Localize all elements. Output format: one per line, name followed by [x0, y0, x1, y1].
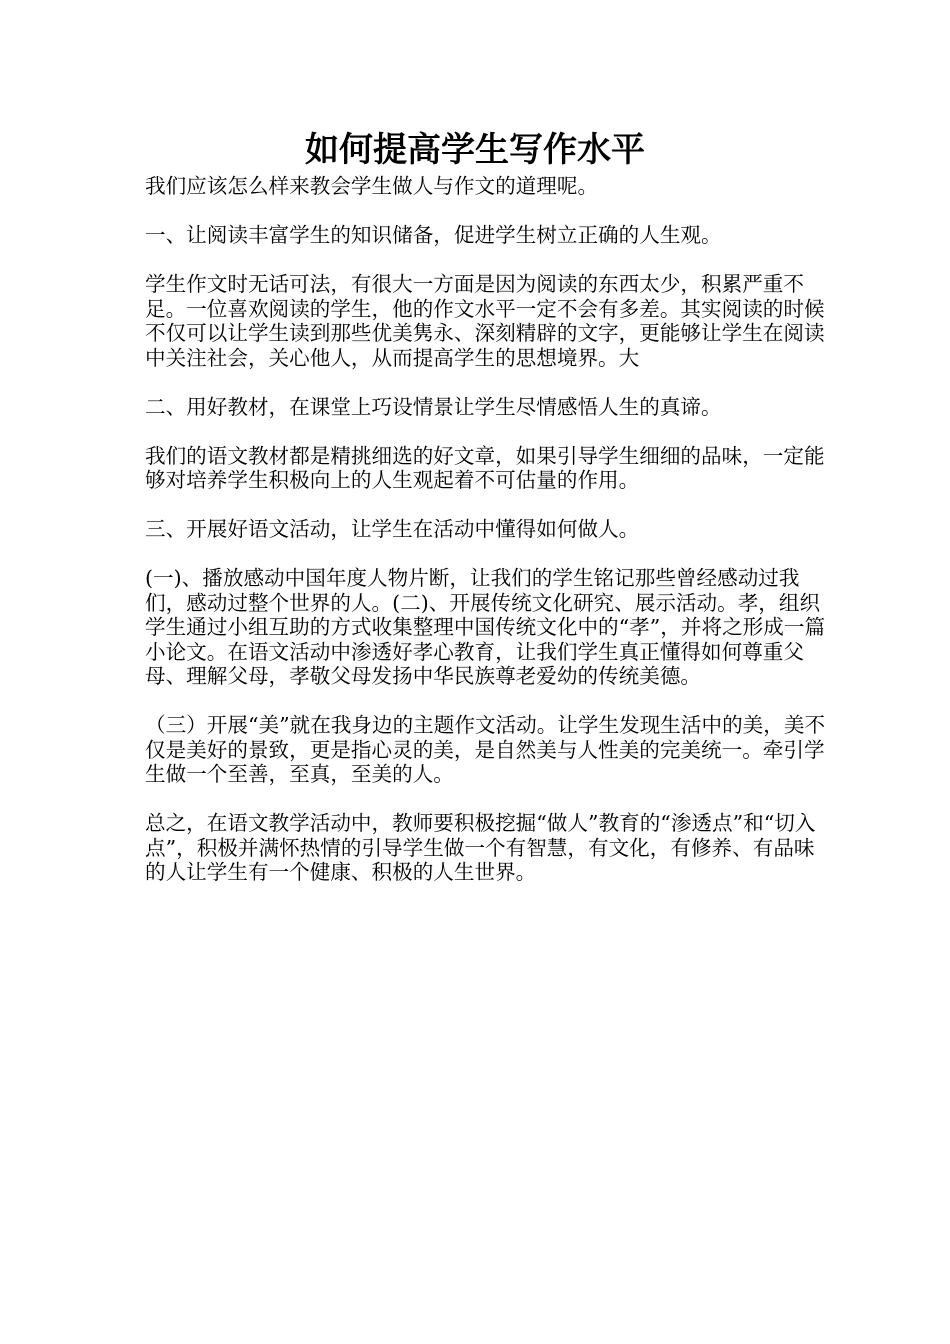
section-heading-reading: 一、让阅读丰富学生的知识储备，促进学生树立正确的人生观。	[145, 223, 722, 247]
document-title: 如何提高学生写作水平	[305, 130, 645, 170]
paragraph-beauty-activity: （三）开展“美”就在我身边的主题作文活动。让学生发现生活中的美，美不仅是美好的景致，更是指心灵的美，是自然美与人性美的完美统一。牵引学生做一个至善，至真，至美的人。	[145, 713, 826, 786]
paragraph-conclusion: 总之，在语文教学活动中，教师要积极挖掘“做人”教育的“渗透点”和“切入点”，积极并满怀热情的引导学生做一个有智慧，有文化，有修养、有品味的人让学生有一个健康、积极的人生世界。	[145, 811, 816, 884]
section-heading-textbook: 二、用好教材，在课堂上巧设情景让学生尽情感悟人生的真谛。	[145, 394, 722, 419]
document-body	[145, 174, 835, 909]
section-heading-activities: 三、开展好语文活动，让学生在活动中懂得如何做人。	[145, 517, 640, 541]
paragraph-activities: (一)、播放感动中国年度人物片断，让我们的学生铭记那些曾经感动过我们，感动过整个世界的人。(二)、开展传统文化研究、展示活动。孝，组织学生通过小组互助的方式收集整理中国传统文化中的“孝”，并将之形成一篇小论文。在语文活动中渗透好孝心教育，让我们学生真正懂得如何尊重父母、理解父母，孝敬父母发扬中华民族尊老爱幼的传统美德。	[145, 566, 826, 688]
paragraph-intro: 我们应该怎么样来教会学生做人与作文的道理呢。	[145, 174, 599, 198]
paragraph-reading: 学生作文时无话可法，有很大一方面是因为阅读的东西太少，积累严重不足。一位喜欢阅读的学生，他的作文水平一定不会有多差。其实阅读的时候不仅可以让学生读到那些优美隽永、深刻精辟的文字，更能够让学生在阅读中关注社会，关心他人，从而提高学生的思想境界。大	[145, 272, 825, 370]
paragraph-textbook: 我们的语文教材都是精挑细选的好文章，如果引导学生细细的品味，一定能够对培养学生积极向上的人生观起着不可估量的作用。	[145, 443, 825, 492]
